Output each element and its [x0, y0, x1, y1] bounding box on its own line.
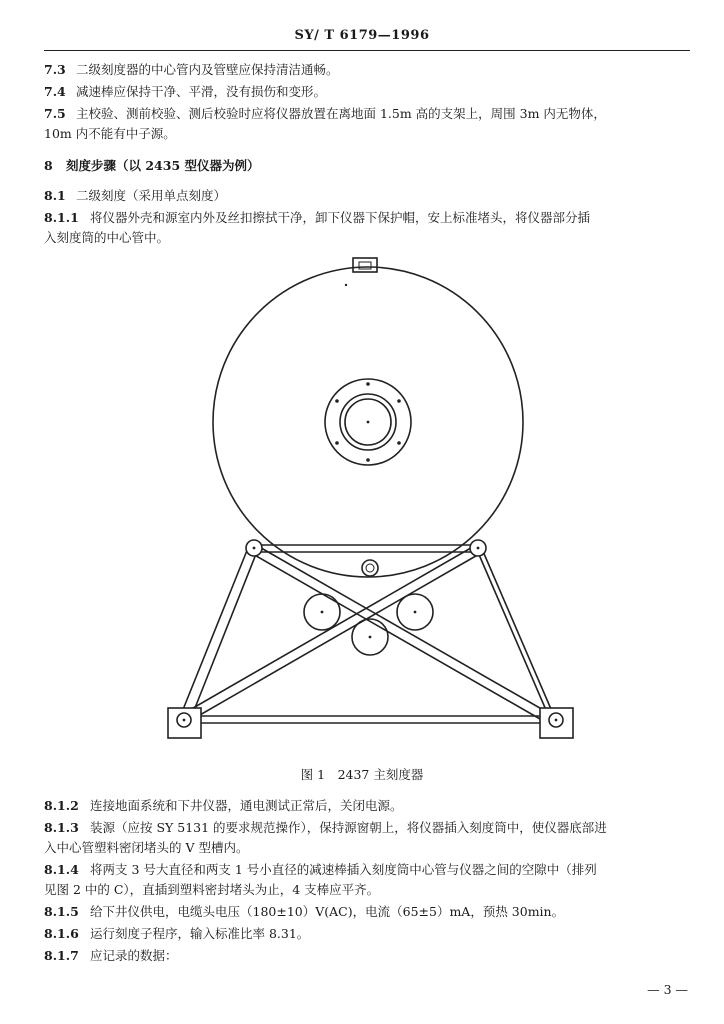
section-number: 8.1.4 [44, 862, 79, 877]
section-text: 应记录的数据： [90, 948, 178, 963]
section-8-1-7 [44, 948, 178, 964]
lifting-lug [353, 258, 377, 272]
section-text: 运行刻度子程序，输入标准比率 8.31。 [90, 926, 310, 941]
section-8-1-1-continued: 入刻度筒的中心管中。 [44, 230, 170, 245]
section-text: 将仪器外壳和源室内外及丝扣擦拭干净，卸下仪器下保护帽，安上标准堵头，将仪器部分插 [90, 210, 591, 225]
section-7-3 [44, 62, 339, 78]
section-text: 二级刻度（采用单点刻度） [76, 188, 227, 203]
calibrator-figure [0, 255, 724, 755]
section-number: 7.3 [44, 62, 66, 77]
section-8-heading [44, 158, 260, 174]
drain-plug [362, 560, 378, 576]
section-number: 8.1.1 [44, 210, 79, 225]
section-text: 二级刻度器的中心管内及管壁应保持清洁通畅。 [76, 62, 339, 77]
section-8-1 [44, 188, 226, 204]
section-text: 给下井仪供电，电缆头电压（180±10）V(AC)，电流（65±5）mA，预热 30min。 [90, 904, 565, 919]
section-7-5 [44, 106, 606, 122]
section-number: 8 [44, 158, 53, 173]
section-number: 8.1.2 [44, 798, 79, 813]
section-8-1-3 [44, 820, 607, 836]
section-number: 8.1.6 [44, 926, 79, 941]
section-title: 刻度步骤（以 2435 型仪器为例） [66, 158, 260, 173]
section-number: 7.5 [44, 106, 66, 121]
section-8-1-1 [44, 210, 590, 226]
section-text: 主校验、测前校验、测后校验时应将仪器放置在离地面 1.5m 高的支架上，周围 3m 内无物体， [76, 106, 606, 121]
section-7-4 [44, 84, 326, 100]
section-number: 7.4 [44, 84, 66, 99]
section-number: 8.1.7 [44, 948, 79, 963]
section-8-1-5 [44, 904, 564, 920]
section-number: 8.1 [44, 188, 66, 203]
section-8-1-4-continued: 见图 2 中的 C），直插到塑料密封堵头为止，4 支棒应平齐。 [44, 882, 380, 897]
figure-caption: 图 1 2437 主刻度器 [300, 767, 424, 782]
section-text: 连接地面系统和下井仪器，通电测试正常后，关闭电源。 [90, 798, 403, 813]
section-text: 装源（应按 SY 5131 的要求规范操作），保持源窗朝上，将仪器插入刻度筒中，使仪器底部进 [90, 820, 607, 835]
section-text: 将两支 3 号大直径和两支 1 号小直径的减速棒插入刻度筒中心管与仪器之间的空隙中（排列 [90, 862, 597, 877]
page-number: — 3 — [647, 982, 688, 997]
standard-code-header: SY/ T 6179—1996 [294, 28, 430, 43]
section-7-5-continued: 10m 内不能有中子源。 [44, 126, 176, 141]
section-number: 8.1.5 [44, 904, 79, 919]
section-8-1-3-continued: 入中心管塑料密闭堵头的 V 型槽内。 [44, 840, 249, 855]
section-text: 减速棒应保持干净、平滑，没有损伤和变形。 [76, 84, 327, 99]
header-rule [44, 50, 690, 51]
section-8-1-4 [44, 862, 597, 878]
section-8-1-2 [44, 798, 403, 814]
section-number: 8.1.3 [44, 820, 79, 835]
section-8-1-6 [44, 926, 309, 942]
